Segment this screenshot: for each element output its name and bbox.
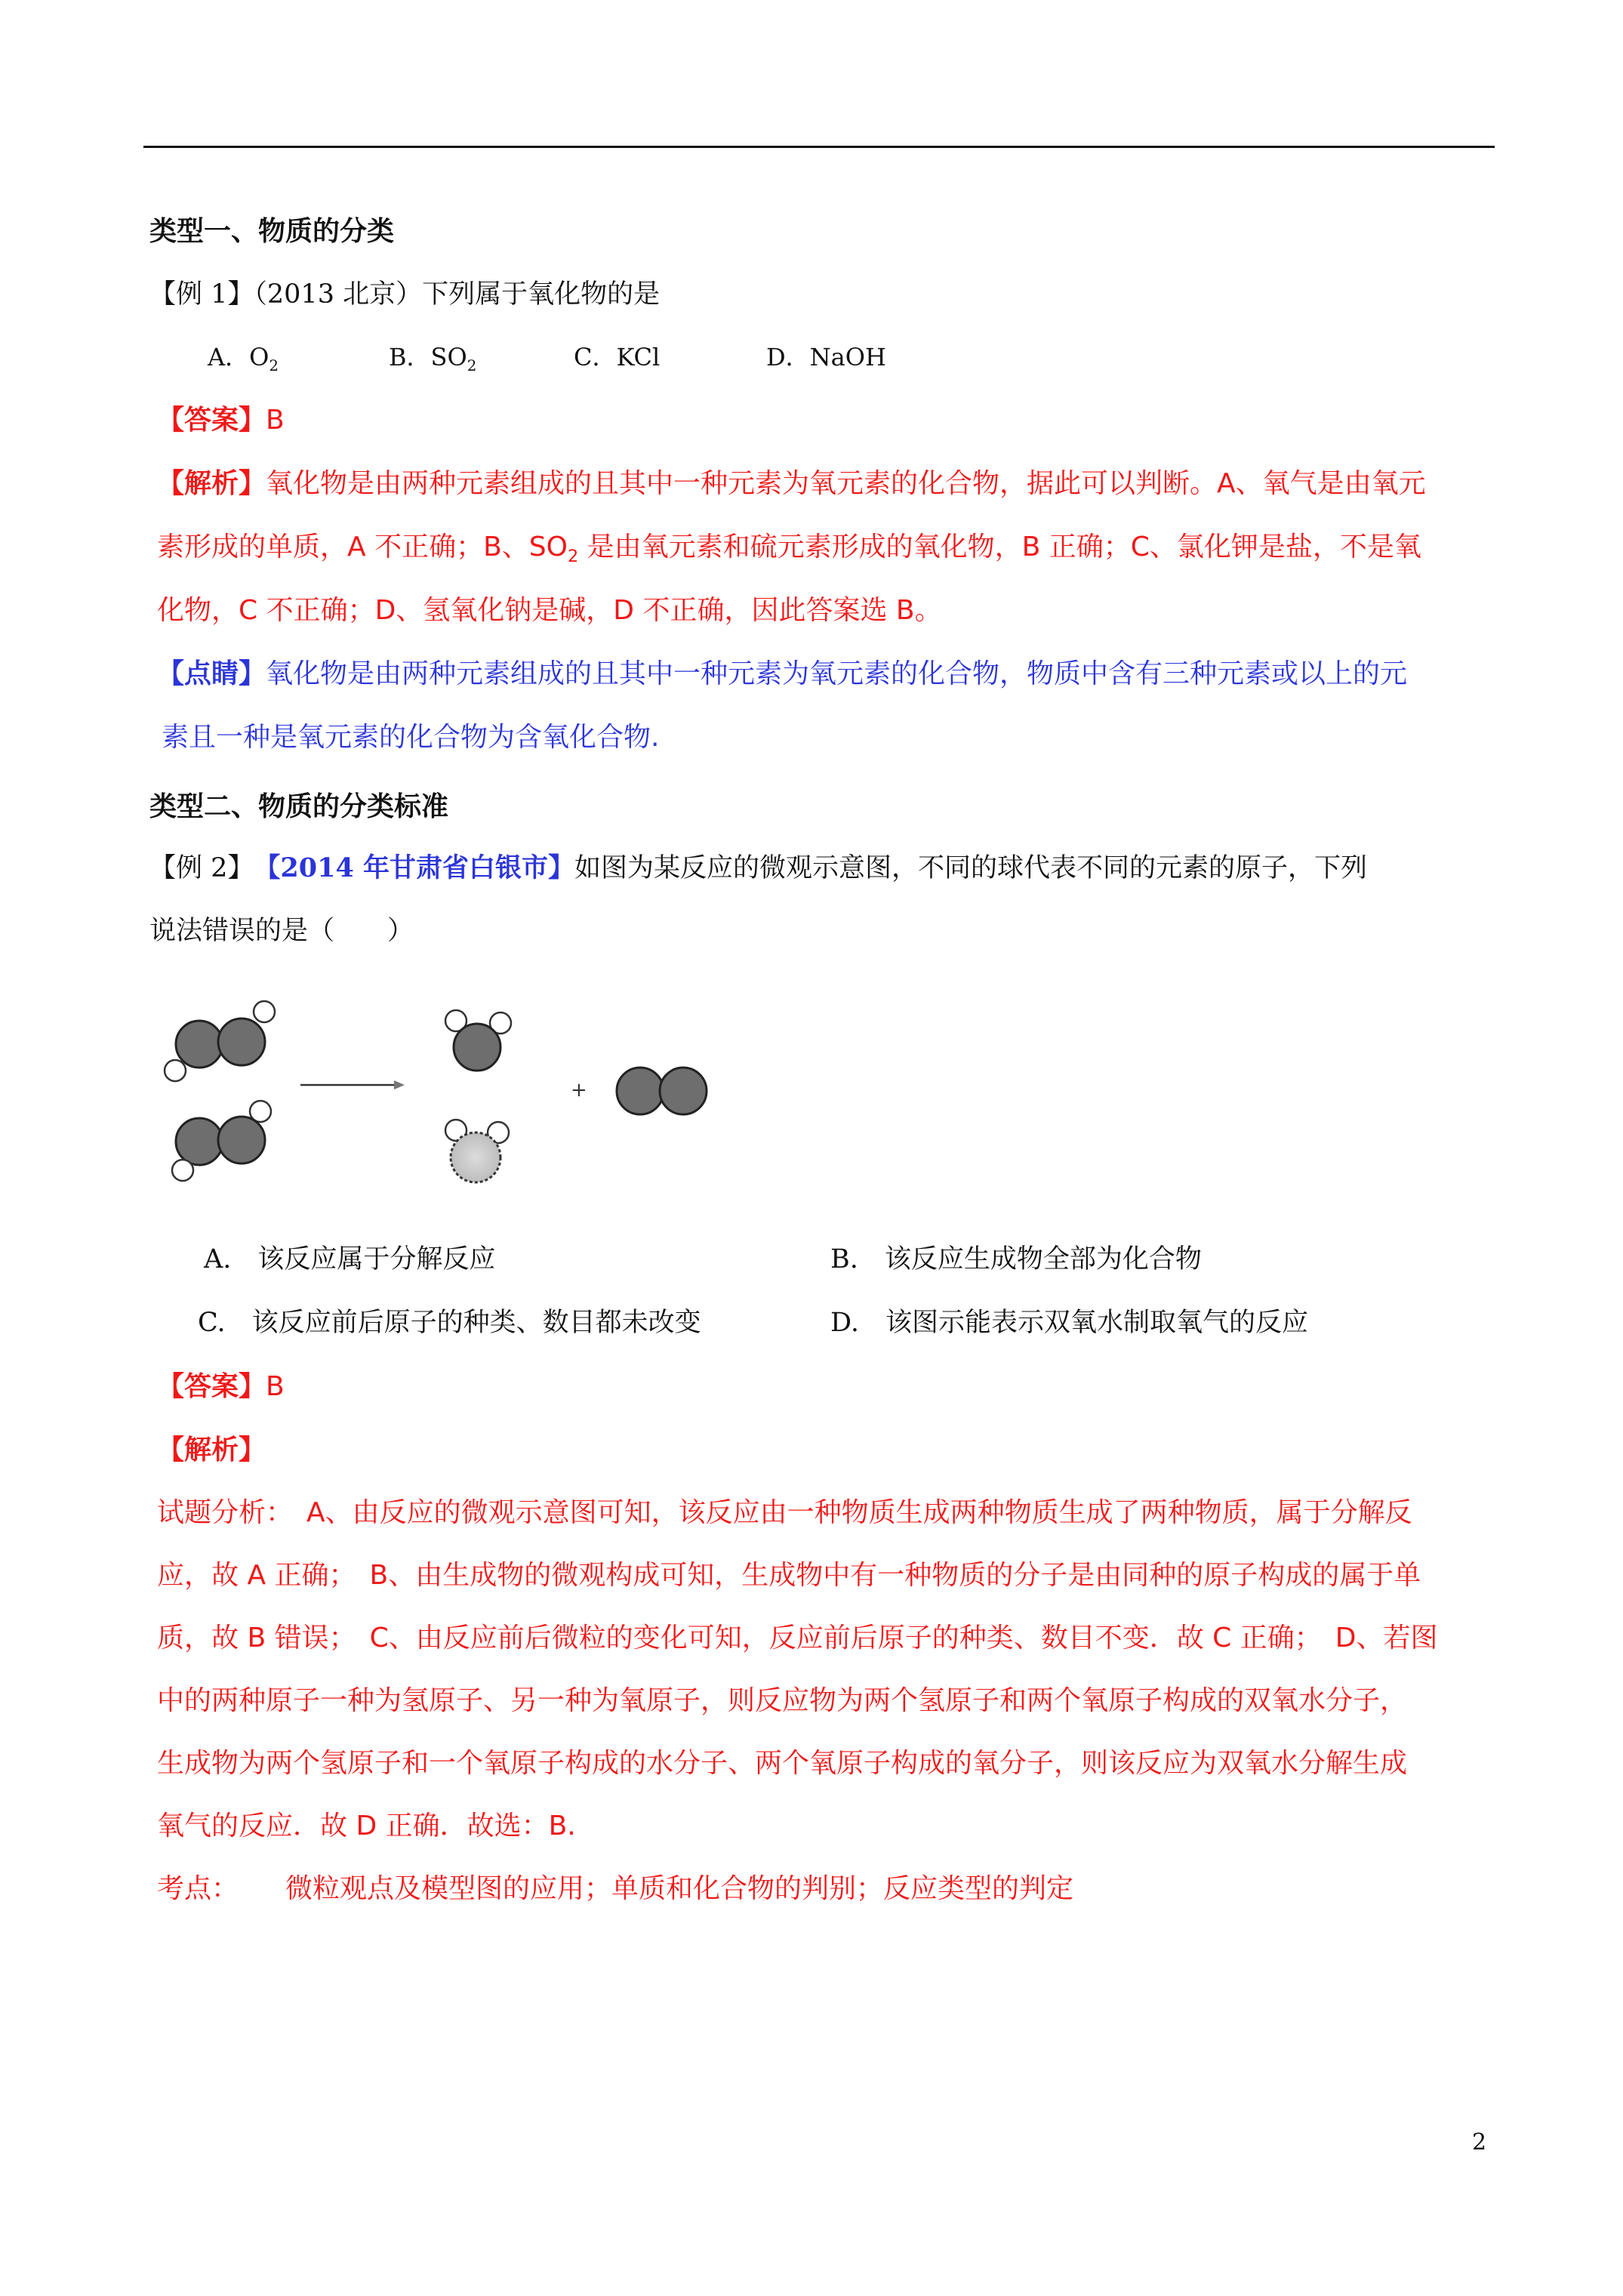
product-water-molecule-2 xyxy=(445,1120,509,1182)
ex1-analysis-line-3: 化物，C 不正确；D、氢氧化钠是碱，D 不正确，因此答案选 B。 xyxy=(157,595,942,626)
plus-sign: + xyxy=(571,1079,587,1102)
product-oxygen-molecule xyxy=(617,1068,707,1114)
reactant-molecule-1 xyxy=(165,1001,275,1081)
section-heading-2: 类型二、物质的分类标准 xyxy=(149,791,449,822)
reactant-molecule-2 xyxy=(172,1101,271,1181)
ex2-option-c: C. 该反应前后原子的种类、数目都未改变 xyxy=(198,1308,701,1338)
example-1-question: 【例 1】（2013 北京）下列属于氧化物的是 xyxy=(149,279,661,310)
ex2-analysis-tag: 【解析】 xyxy=(157,1435,266,1465)
ex1-answer: 【答案】B xyxy=(157,405,285,436)
ex2-analysis-line-1: 试题分析： A、由反应的微观示意图可知，该反应由一种物质生成两种物质生成了两种物质，属于分解反 xyxy=(157,1497,1412,1528)
ex2-answer: 【答案】B xyxy=(157,1371,285,1402)
ex1-option-a: A．$O_2$ xyxy=(208,343,279,374)
ex1-option-d: D．NaOH xyxy=(766,343,886,371)
ex2-option-a: A. 该反应属于分解反应 xyxy=(204,1244,496,1274)
ex1-tip-line-1: 【点睛】氧化物是由两种元素组成的且其中一种元素为氧元素的化合物，物质中含有三种元素或以上的元 xyxy=(157,658,1408,689)
example-2-question-line-1: 【例 2】 【2014 年甘肃省白银市】如图为某反应的微观示意图，不同的球代表不同的元素的原子，下列 xyxy=(149,852,1368,883)
ex1-option-b: B．$SO_2$ xyxy=(389,343,477,374)
product-water-molecule-1 xyxy=(445,1010,511,1071)
ex1-analysis-line-2: 素形成的单质，A 不正确；B、$SO_2$ 是由氧元素和硫元素形成的氧化物，B 正确；C、氯化钾是盐，不是氧 xyxy=(157,532,1421,566)
ex1-option-c: C．KCl xyxy=(574,343,661,371)
ex2-kaodian: 考点： 微粒观点及模型图的应用；单质和化合物的判别；反应类型的判定 xyxy=(157,1873,1074,1904)
ex1-analysis-line-1: 【解析】氧化物是由两种元素组成的且其中一种元素为氧元素的化合物，据此可以判断。A、氧气是由氧元 xyxy=(157,468,1426,499)
ex2-analysis-line-3: 质，故 B 错误； C、由反应前后微粒的变化可知，反应前后原子的种类、数目不变．故 C 正确； D、若图 xyxy=(157,1623,1438,1653)
page-number: 2 xyxy=(1472,2129,1487,2156)
ex2-option-b: B. 该反应生成物全部为化合物 xyxy=(830,1244,1202,1274)
ex2-option-d: D. 该图示能表示双氧水制取氧气的反应 xyxy=(830,1308,1308,1338)
section-heading-1: 类型一、物质的分类 xyxy=(149,216,395,247)
ex2-analysis-line-5: 生成物为两个氢原子和一个氧原子构成的水分子、两个氧原子构成的氧分子，则该反应为双氧水分解生成 xyxy=(157,1748,1408,1779)
header-rule xyxy=(143,146,1495,148)
ex2-analysis-line-2: 应，故 A 正确； B、由生成物的微观构成可知，生成物中有一种物质的分子是由同种的原子构成的属于单 xyxy=(157,1560,1421,1591)
reaction-arrow xyxy=(300,1080,405,1089)
ex1-tip-line-2: 素且一种是氧元素的化合物为含氧化合物. xyxy=(162,722,660,753)
ex2-analysis-line-6: 氧气的反应．故 D 正确．故选：B. xyxy=(157,1811,576,1841)
ex2-analysis-line-4: 中的两种原子一种为氢原子、另一种为氧原子，则反应物为两个氢原子和两个氧原子构成的双氧水分子， xyxy=(157,1685,1408,1716)
reaction-diagram xyxy=(151,982,740,1193)
example-2-question-line-2: 说法错误的是（ ） xyxy=(149,916,414,946)
